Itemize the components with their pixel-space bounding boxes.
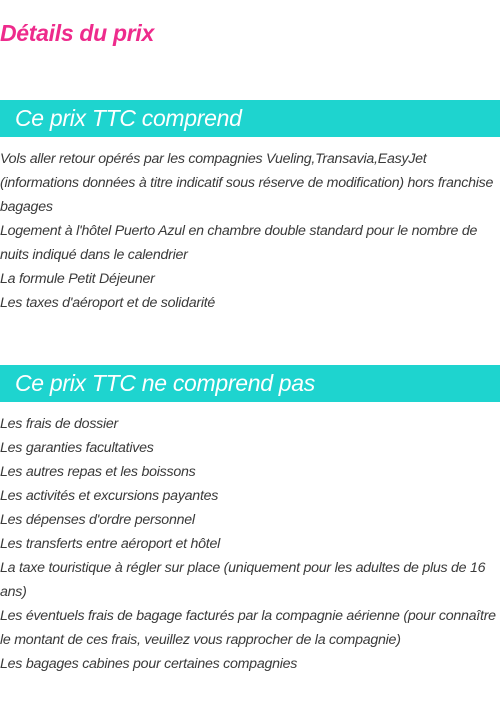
excluded-item-transfers: Les transferts entre aéroport et hôtel [0, 536, 220, 552]
included-item-breakfast: La formule Petit Déjeuner [0, 271, 155, 287]
included-item-taxes: Les taxes d'aéroport et de solidarité [0, 295, 216, 311]
excluded-item-cabin-baggage: Les bagages cabines pour certaines compagnies [0, 656, 298, 672]
excluded-item-activities: Les activités et excursions payantes [0, 488, 219, 504]
included-list [0, 147, 500, 315]
excluded-item-meals: Les autres repas et les boissons [0, 464, 196, 480]
page-title: Détails du prix [0, 20, 154, 46]
excluded-item-tourist-tax: La taxe touristique à régler sur place (uniquement pour les adultes de plus de 16 ans) [0, 560, 486, 600]
excluded-list [0, 412, 500, 676]
included-section-heading: Ce prix TTC comprend [0, 100, 500, 137]
excluded-item-file-fees: Les frais de dossier [0, 416, 119, 432]
excluded-item-personal-expenses: Les dépenses d'ordre personnel [0, 512, 195, 528]
included-item-flights: Vols aller retour opérés par les compagnies Vueling,Transavia,EasyJet (informations données à titre indicatif sous réserve de modification) hors franchise bagages [0, 151, 494, 215]
excluded-item-baggage-fees: Les éventuels frais de bagage facturés par la compagnie aérienne (pour connaître le montant de ces frais, veuillez vous rapprocher de la compagnie) [0, 608, 496, 648]
excluded-section-heading: Ce prix TTC ne comprend pas [0, 365, 500, 402]
excluded-item-insurance: Les garanties facultatives [0, 440, 154, 456]
included-item-hotel: Logement à l'hôtel Puerto Azul en chambre double standard pour le nombre de nuits indiqué dans le calendrier [0, 223, 478, 263]
